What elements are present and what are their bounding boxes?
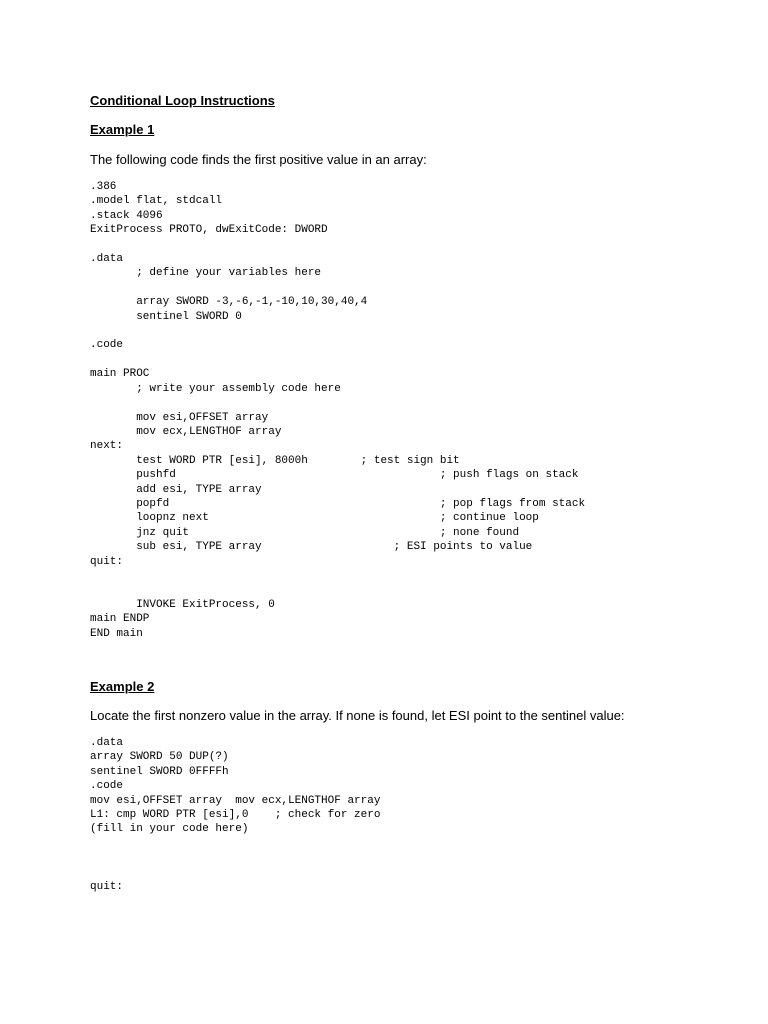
example-2-description: Locate the first nonzero value in the array. If none is found, let ESI point to the sentinel value: [90, 708, 625, 723]
example-1-code-block: .386 .model flat, stdcall .stack 4096 ExitProcess PROTO, dwExitCode: DWORD .data ; define your variables here array SWORD -3,-6,-1,-10,10,30,40,4 sentinel SWORD 0 .code main PROC ; write your assembly code here mov esi,OFFSET array mov ecx,LENGTHOF array next: test WORD PTR [esi], 8000h ; test sign bit pushfd ; push flags on stack add esi, TYPE array popfd ; pop flags from stack loopnz next ; continue loop jnz quit ; none found sub esi, TYPE array ; ESI points to value quit: INVOKE ExitProcess, 0 main ENDP END main [90, 181, 586, 640]
example-1-description: The following code finds the first positive value in an array: [90, 152, 427, 167]
example-2-heading: Example 2 [90, 679, 155, 694]
document-title: Conditional Loop Instructions [90, 93, 275, 108]
example-2-code-block: .data array SWORD 50 DUP(?) sentinel SWORD 0FFFFh .code mov esi,OFFSET array mov ecx,LENGTHOF array L1: cmp WORD PTR [esi],0 ; check for zero (fill in your code here) quit: [90, 737, 381, 894]
example-1-heading: Example 1 [90, 122, 155, 137]
